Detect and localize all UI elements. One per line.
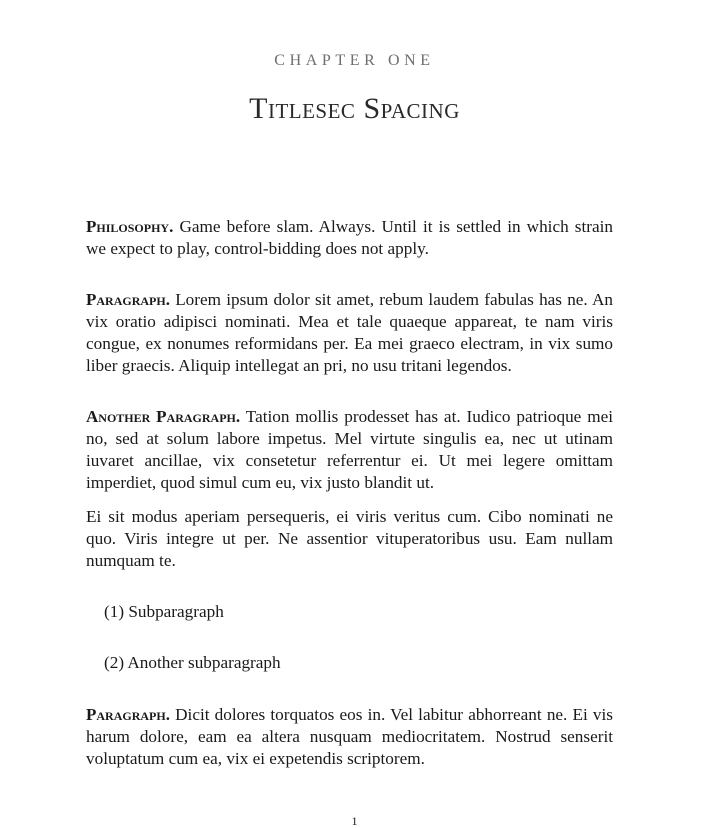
paragraph-philosophy [86,216,613,260]
paragraph-heading: Philosophy. [86,217,174,236]
chapter-label: CHAPTER ONE [274,52,435,69]
paragraph-text: Game before slam. Always. Until it is settled in which strain we expect to play, control-bidding does not apply. [86,217,613,258]
subparagraph-2: (2) Another subparagraph [104,653,281,672]
paragraph-heading: Paragraph. [86,705,170,724]
paragraph-text: Ei sit modus aperiam persequeris, ei viris veritus cum. Cibo nominati ne quo. Viris integre ut per. Ne assentior vituperatoribus usu. Eam nullam numquam te. [86,507,613,570]
paragraph-text: Tation mollis prodesset has at. Iudico patrioque mei no, sed at solum labore impetus. Mel virtute singulis ea, nec ut utinam iuvaret ancillae, vix consetetur referrentur ei. Ut mei legere omittam imperdiet, quod simul cum eu, vix justo blandit ut. [86,407,613,492]
paragraph-heading: Paragraph. [86,290,170,309]
paragraph-lorem [86,289,613,377]
paragraph-another [86,406,613,494]
paragraph-text: Lorem ipsum dolor sit amet, rebum laudem fabulas has ne. An vix oratio adipisci nominati. Mea et tale quaeque appareat, te nam viris congue, ex nonumes reformidans per. Ea mei graeco electram, in vix sumo liber graecis. Aliquip intellegat an pri, no usu tritani legendos. [86,290,614,375]
paragraph-text: Dicit dolores torquatos eos in. Vel labitur abhorreant ne. Ei vis harum dolore, eam ea altera nusquam mediocritatem. Nostrud senserit voluptatum cum ea, vix ei expetendis scriptorem. [86,705,613,768]
paragraph-continuation [86,506,613,572]
paragraph-heading: Another Paragraph. [86,407,241,426]
paragraph-dicit [86,704,613,770]
page-number: 1 [351,814,358,828]
chapter-title: Titlesec Spacing [249,92,460,125]
subparagraph-1: (1) Subparagraph [104,602,224,621]
